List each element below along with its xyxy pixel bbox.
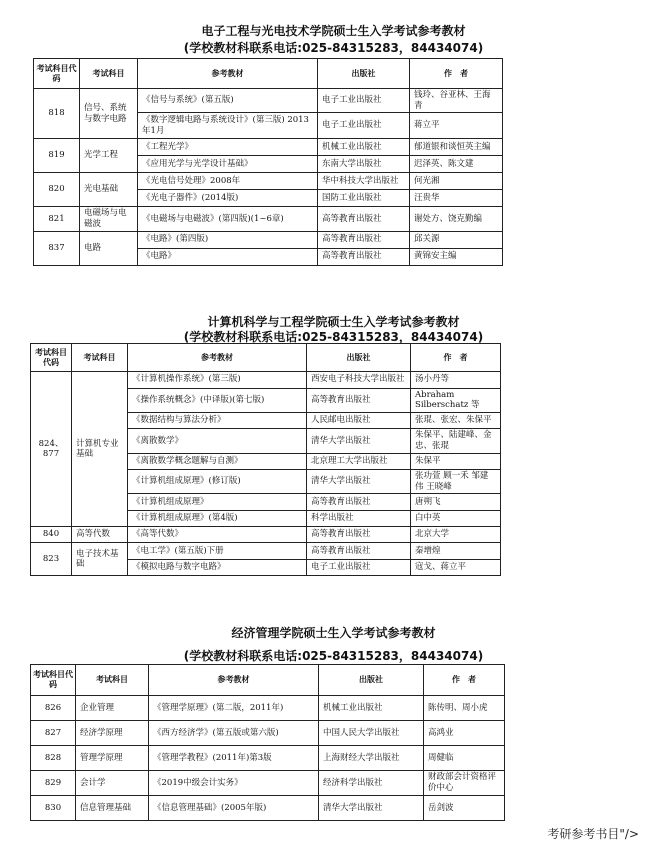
publisher-cell: 国防工业出版社 (318, 190, 410, 207)
textbook-cell: 《电路》 (138, 248, 318, 265)
section-3-table (30, 664, 505, 821)
publisher-cell: 高等教育出版社 (307, 543, 411, 560)
subject-code-cell: 830 (31, 796, 76, 821)
author-cell: 汪贵华 (410, 190, 503, 207)
subject-code-cell: 821 (34, 207, 80, 231)
author-cell: 何光湘 (410, 173, 503, 190)
author-cell: 秦增煌 (411, 543, 501, 560)
textbook-cell: 《离散数学》 (128, 429, 307, 453)
subject-code-cell: 819 (34, 139, 80, 173)
textbook-cell: 《模拟电路与数字电路》 (128, 559, 307, 576)
publisher-cell: 电子工业出版社 (307, 559, 411, 576)
table-header-row (34, 59, 503, 89)
textbook-cell: 《离散数学概念题解与自测》 (128, 453, 307, 470)
author-cell: 白中英 (411, 510, 501, 527)
textbook-cell: 《数字逻辑电路与系统设计》(第三版) 2013年1月 (138, 113, 318, 139)
textbook-cell: 《管理学教程》(2011年)第3版 (149, 746, 319, 771)
table-row (34, 231, 503, 248)
subject-name-cell: 电路 (80, 231, 138, 265)
subject-name-cell: 电子技术基础 (72, 543, 128, 576)
subject-code-cell: 826 (31, 696, 76, 721)
textbook-cell: 《电磁场与电磁波》(第四版)(1~6章) (138, 207, 318, 231)
textbook-cell: 《电工学》(第五版)下册 (128, 543, 307, 560)
subject-code-cell: 820 (34, 173, 80, 207)
column-header: 考试科目 (80, 59, 138, 89)
textbook-cell: 《计算机组成原理》(修订版) (128, 470, 307, 494)
author-cell: 唐朔飞 (411, 494, 501, 511)
author-cell: 高鸿业 (424, 721, 505, 746)
subject-name-cell: 会计学 (76, 771, 149, 796)
publisher-cell: 东南大学出版社 (318, 156, 410, 173)
table-row (31, 372, 501, 389)
author-cell: 郁道银和谈恒英主编 (410, 139, 503, 156)
author-cell: 财政部会计资格评价中心 (424, 771, 505, 796)
section-3-phone: (学校教材科联系电话:025-84315283，84434074) (183, 649, 484, 663)
publisher-cell: 高等教育出版社 (307, 494, 411, 511)
column-header: 作 者 (410, 59, 503, 89)
subject-code-cell: 818 (34, 89, 80, 139)
column-header: 考试科目代码 (31, 665, 76, 696)
subject-name-cell: 高等代数 (72, 527, 128, 543)
textbook-cell: 《计算机操作系统》(第三版) (128, 372, 307, 389)
textbook-cell: 《管理学原理》(第二版，2011年) (149, 696, 319, 721)
publisher-cell: 高等教育出版社 (307, 388, 411, 412)
column-header: 参考教材 (138, 59, 318, 89)
publisher-cell: 清华大学出版社 (307, 429, 411, 453)
subject-name-cell: 光电基础 (80, 173, 138, 207)
section-3-title: 经济管理学院硕士生入学考试参考教材 (231, 626, 436, 640)
subject-code-cell: 827 (31, 721, 76, 746)
publisher-cell: 华中科技大学出版社 (318, 173, 410, 190)
subject-code-cell: 828 (31, 746, 76, 771)
textbook-cell: 《数据结构与算法分析》 (128, 412, 307, 429)
table-row (31, 796, 505, 821)
table-row (31, 721, 505, 746)
author-cell: 岳剑波 (424, 796, 505, 821)
author-cell: 迟泽英、陈文建 (410, 156, 503, 173)
author-cell: 钱玲、谷亚林、王海青 (410, 89, 503, 113)
textbook-cell: 《光电信号处理》2008年 (138, 173, 318, 190)
author-cell: 邱关源 (410, 231, 503, 248)
column-header: 出版社 (307, 344, 411, 372)
publisher-cell: 经济科学出版社 (319, 771, 424, 796)
subject-code-cell: 823 (31, 543, 72, 576)
publisher-cell: 科学出版社 (307, 510, 411, 527)
author-cell: 朱保平 (411, 453, 501, 470)
textbook-cell: 《信息管理基础》(2005年版) (149, 796, 319, 821)
table-row (34, 207, 503, 231)
subject-name-cell: 管理学原理 (76, 746, 149, 771)
table-row (34, 139, 503, 156)
section-2-table (30, 343, 501, 576)
column-header: 参考教材 (128, 344, 307, 372)
subject-name-cell: 经济学原理 (76, 721, 149, 746)
textbook-cell: 《光电子器件》(2014版) (138, 190, 318, 207)
section-2-title: 计算机科学与工程学院硕士生入学考试参考教材 (207, 315, 460, 329)
publisher-cell: 电子工业出版社 (318, 113, 410, 139)
publisher-cell: 清华大学出版社 (319, 796, 424, 821)
table-row (31, 771, 505, 796)
textbook-cell: 《应用光学与光学设计基础》 (138, 156, 318, 173)
table-row (34, 173, 503, 190)
author-cell: 汤小丹等 (411, 372, 501, 389)
table-row (34, 89, 503, 113)
subject-code-cell: 829 (31, 771, 76, 796)
publisher-cell: 高等教育出版社 (318, 231, 410, 248)
author-cell: 张功萱 顾一禾 邹建伟 王晓峰 (411, 470, 501, 494)
column-header: 参考教材 (149, 665, 319, 696)
column-header: 考试科目 (76, 665, 149, 696)
textbook-cell: 《计算机组成原理》(第4版) (128, 510, 307, 527)
publisher-cell: 机械工业出版社 (319, 696, 424, 721)
section-1-table (33, 58, 503, 266)
section-1-phone: (学校教材科联系电话:025-84315283，84434074) (183, 41, 484, 55)
subject-name-cell: 信息管理基础 (76, 796, 149, 821)
column-header: 考试科目 (72, 344, 128, 372)
author-cell: 蒋立平 (410, 113, 503, 139)
author-cell: 北京大学 (411, 527, 501, 543)
table-header-row (31, 344, 501, 372)
textbook-cell: 《电路》(第四版) (138, 231, 318, 248)
column-header: 作 者 (424, 665, 505, 696)
subject-name-cell: 信号、系统与数字电路 (80, 89, 138, 139)
footer-text: 考研参考书目"/> (547, 827, 639, 841)
column-header: 考试科目代码 (34, 59, 80, 89)
publisher-cell: 西安电子科技大学出版社 (307, 372, 411, 389)
author-cell: Abraham Silberschatz 等 (411, 388, 501, 412)
table-row (31, 543, 501, 560)
publisher-cell: 高等教育出版社 (318, 248, 410, 265)
publisher-cell: 中国人民大学出版社 (319, 721, 424, 746)
subject-code-cell: 840 (31, 527, 72, 543)
publisher-cell: 高等教育出版社 (307, 527, 411, 543)
publisher-cell: 电子工业出版社 (318, 89, 410, 113)
publisher-cell: 人民邮电出版社 (307, 412, 411, 429)
table-row (31, 746, 505, 771)
publisher-cell: 北京理工大学出版社 (307, 453, 411, 470)
author-cell: 黄锦安主编 (410, 248, 503, 265)
subject-name-cell: 电磁场与电磁波 (80, 207, 138, 231)
author-cell: 朱保平、陆建峰、金忠、张琨 (411, 429, 501, 453)
textbook-cell: 《西方经济学》(第五版或第六版) (149, 721, 319, 746)
subject-name-cell: 光学工程 (80, 139, 138, 173)
author-cell: 谢处方、饶克勤编 (410, 207, 503, 231)
table-header-row (31, 665, 505, 696)
author-cell: 周健临 (424, 746, 505, 771)
textbook-cell: 《2019中级会计实务》 (149, 771, 319, 796)
author-cell: 陈传明、周小虎 (424, 696, 505, 721)
table-row (31, 696, 505, 721)
table-row (31, 527, 501, 543)
column-header: 出版社 (319, 665, 424, 696)
publisher-cell: 清华大学出版社 (307, 470, 411, 494)
column-header: 考试科目代码 (31, 344, 72, 372)
author-cell: 张琨、张宏、朱保平 (411, 412, 501, 429)
textbook-cell: 《工程光学》 (138, 139, 318, 156)
column-header: 作 者 (411, 344, 501, 372)
author-cell: 寇戈、蒋立平 (411, 559, 501, 576)
section-1-title: 电子工程与光电技术学院硕士生入学考试参考教材 (201, 24, 466, 38)
textbook-cell: 《计算机组成原理》 (128, 494, 307, 511)
publisher-cell: 上海财经大学出版社 (319, 746, 424, 771)
subject-code-cell: 824、877 (31, 372, 72, 527)
textbook-cell: 《信号与系统》(第五版) (138, 89, 318, 113)
publisher-cell: 机械工业出版社 (318, 139, 410, 156)
textbook-cell: 《操作系统概念》(中译版)(第七版) (128, 388, 307, 412)
subject-name-cell: 计算机专业基础 (72, 372, 128, 527)
column-header: 出版社 (318, 59, 410, 89)
textbook-cell: 《高等代数》 (128, 527, 307, 543)
subject-code-cell: 837 (34, 231, 80, 265)
section-2-phone: (学校教材科联系电话:025-84315283，84434074) (183, 330, 484, 344)
publisher-cell: 高等教育出版社 (318, 207, 410, 231)
subject-name-cell: 企业管理 (76, 696, 149, 721)
